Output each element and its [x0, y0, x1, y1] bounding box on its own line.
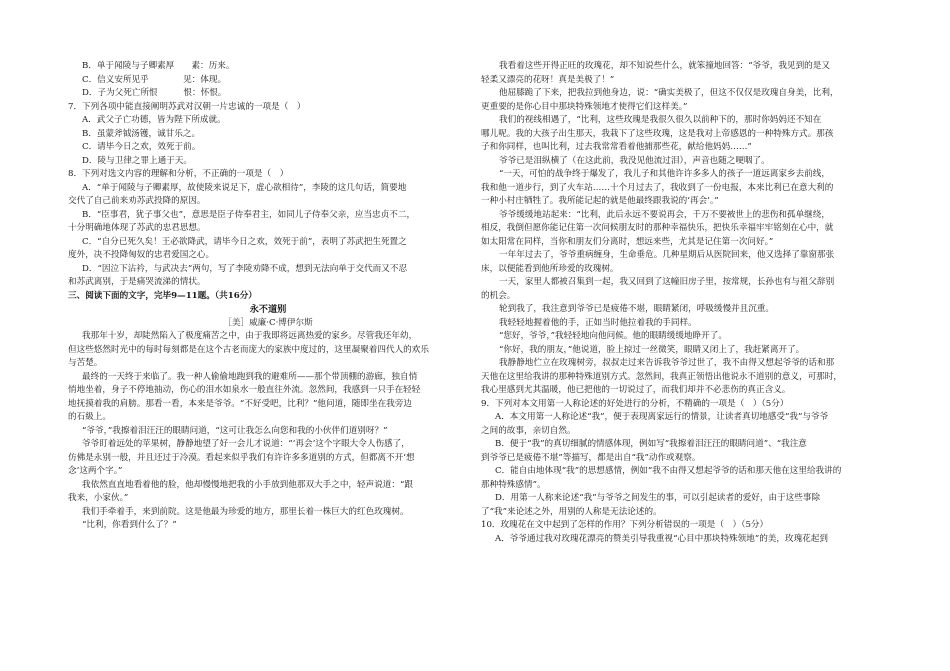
- left-text-line: ［美］威廉·C·博伊尔斯: [223, 317, 313, 328]
- right-text-line: 我和他一道步行，到了火车站……十个月过去了，我收到了一份电报，本来比利已在意大利的: [481, 182, 834, 193]
- left-text-line: “比利，你看到什么了？”: [82, 520, 177, 530]
- left-text-line: B．“臣事君，犹子事父也”，意思是臣子侍奉君主，如同儿子侍奉父亲，应当忠贞不二，: [82, 209, 416, 220]
- left-text-line: “爷爷，”我擦着泪汪汪的眼睛问道，“这可让我怎么向您和我的小伙伴们道别呀？”: [82, 425, 388, 436]
- right-text-line: 我们的视线相遇了，“比利，这些玫瑰是我很久很久以前种下的，那时你妈妈还不知在: [499, 115, 822, 125]
- left-text-line: 地抚摸着我的肩膀。那看一看，本来是爷爷。“不好受吧，比利？”他问道，随即坐在我旁边: [68, 398, 412, 409]
- left-text-line: A．武父子亡功德，皆为陛下所成就。: [82, 115, 226, 125]
- right-text-line: 我看着这些开得正旺的玫瑰花，却不知说些什么，就笨撞地回答：“爷爷，我见到的是又: [499, 61, 830, 71]
- right-text-line: A．本文用第一人称论述“我”，便于表现离家远行的情景，让读者真切地感受“我”与爷爷: [495, 412, 829, 422]
- left-text-line: D．子为父死亡所恨 恨：怀恨。: [82, 88, 227, 98]
- right-text-line: A．爷爷通过我对玫瑰花漂亮的赞美引导我重视“心目中那块特殊领地”的美，玫瑰花起到: [495, 533, 828, 544]
- left-text-line: B．单于闻陵与子卿素厚 素：历来。: [82, 61, 235, 71]
- right-text-line: 如太阳常在同样，当你和朋友们分离时，想远来些，尤其是记住第一次问好。”: [481, 236, 774, 247]
- right-text-line: 我静静地伫立在玫瑰树旁，叔叔走过来告诉我爷爷过世了，我不由得又想起爷爷的话和那: [499, 358, 835, 368]
- left-text-line: 我们手牵着手，来到前院。这是他最为珍爱的地方，那里长着一株巨大的红色玫瑰树。: [82, 506, 409, 517]
- right-text-line: 相反，我倒但愿你能记住第一次问候朋友时的那种幸福快乐，把快乐幸福牢牢铭刻在心中，就: [481, 223, 834, 233]
- right-text-line: 床，以便能看到他所珍爱的玫瑰树。: [481, 263, 619, 274]
- right-text-line: 轻柔又漂亮的花呀！真是美极了！”: [481, 74, 615, 85]
- left-text-line: 度外，决不投降匈奴的忠君爱国之心。: [68, 250, 215, 260]
- right-text-line: 一年年过去了，爷爷重病缠身，生命垂危。几种星期后从医院回来，他又选择了靠窗那张: [499, 250, 835, 260]
- right-text-line: 那种特殊感情”。: [481, 479, 546, 490]
- left-text-line: 十分明确地体现了苏武的忠君思想。: [68, 223, 206, 233]
- right-text-line: 之间的故事，亲切自然。: [481, 425, 576, 436]
- left-text-line: 最终的一天终于来临了。我一种人偷偷地跑到我的避难所——那个带顶棚的游廊，独自悄: [82, 371, 418, 382]
- right-text-line: “你好，我的朋友，”他说道，脸上掠过一丝微笑，眼睛又闭上了，我赶紧离开了。: [499, 344, 805, 355]
- left-text-line: 仿佛是永别一般，并且还过于冷漠。看起来似乎我们有许许多多道别的方式，但都离不开‘想: [68, 452, 415, 463]
- right-text-line: “您好，爷爷，”我轻轻地向他问候。他的眼睛缓缓地睁开了。: [499, 331, 727, 341]
- right-text-line: 我轻轻地握着他的手，正如当时他拉着我的手同样。: [499, 317, 697, 328]
- left-text-line: 永不道别: [249, 304, 287, 315]
- left-text-line: 8．下列对选文内容的理解和分析，不正确的一项是（ ）: [68, 169, 289, 179]
- left-text-line: 的石級上。: [68, 412, 111, 422]
- left-text-line: C．信义安所见乎 见：体现。: [82, 74, 227, 85]
- left-text-line: 7．下列各项中能直接阐明苏武对汉朝一片忠诚的一项是（ ）: [68, 101, 306, 112]
- left-text-line: 悄地坐着，身子不停地抽动，伤心的泪水如泉水一般直往外流。忽然间，我感到一只手在轻轻: [68, 385, 421, 395]
- right-text-line: B．便于“我”的真切细腻的情感体现，例如写“我擦着泪汪汪的眼睛问道”、“我注意: [495, 439, 807, 449]
- left-text-line: C．“自分已死久矣！王必欲降武，请毕今日之欢，效死于前”，表明了苏武把生死置之: [82, 236, 407, 247]
- right-text-line: 天他在这里给我讲的那种特殊道别方式。忽然间，我真正领悟出他说永不道别的意义，可那时，: [481, 371, 842, 382]
- right-text-line: C．能自由地体现“我”的思想感情，例如“我不由得又想起爷爷的话和那天他在这里给我讲的: [495, 466, 842, 476]
- right-text-line: 了“我”来论述之外，用别的人称是无法论述的。: [481, 506, 662, 517]
- left-text-line: 与苦楚。: [68, 358, 103, 368]
- left-text-line: D．“因泣下沾衿，与武决去”两句，写了李陵劝降不成，想到无法向单于交代而又不忍: [82, 263, 408, 274]
- left-text-line: B．虽蒙斧钺汤镬，诚甘乐之。: [82, 128, 201, 139]
- right-text-line: 哪儿呢。我的大孩子出生那天，我栽下了这些玫瑰，这是我对上帝感恩的一种特殊方式。那孩: [481, 128, 834, 139]
- right-column: [481, 60, 883, 546]
- right-text-line: 他屈膝跪了下来，把我拉到他身边，说：“确实美极了，但这不仅仅是玫瑰自身美，比利，: [499, 88, 839, 98]
- left-text-line: 念’这两个字。”: [68, 466, 123, 476]
- left-text-line: 爷爷盯着远处的苹果树，静静地望了好一会儿才说道：“‘再会’这个字眼大令人伤感了，: [82, 439, 410, 449]
- right-text-line: D．用第一人称来论述“我”与爷爷之间发生的事，可以引起读者的爱好，由于这些事除: [495, 493, 821, 503]
- left-text-line: 三、阅读下面的文字，完毕9—11题。（共16分）: [68, 290, 257, 301]
- left-text-line: 但这些悠然时光中的每时每刻都是在这个古老而庞大的家族中度过的，这里凝聚着四代人的欢乐: [68, 344, 429, 355]
- right-text-line: 爷爷已是泪纵横了（在这此前，我没见他流过泪），声音也随之哽咽了。: [499, 155, 770, 166]
- right-text-line: 爷爷缓缓地站起来：“比利，此后永远不要说再会，千万不要被世上的悲伤和孤单继绕，: [499, 209, 830, 220]
- right-text-line: 轮到我了，我注意到爷爷已是疲倦不堪，眼睛紧闭，呼吸缓慢并且沉重。: [499, 304, 775, 314]
- right-text-line: 10．玫瑰花在文中起到了怎样的作用？下列分析错误的一项是（ ）（5分）: [481, 520, 769, 530]
- right-text-line: 我心里感到尤其温暖，他已把他的一切说过了，而我们却并不必悲伤的真正含义。: [481, 385, 791, 395]
- left-text-line: 和苏武离别，于是痛哭流涕的情状。: [68, 277, 206, 287]
- right-text-line: 子和你同样，也叫比利，过去我常常看着他捕那些花，献给他妈妈……”: [481, 142, 752, 152]
- left-text-line: 我依然直直地看着他的脸，他却慢慢地把我的小手放到他那双大手之中，轻声说道：“跟: [82, 479, 413, 490]
- right-text-line: 的机会。: [481, 290, 516, 301]
- right-text-line: “一天，可怕的战争终于爆发了，我儿子和其他许许多多人的孩子一道远离家乡去前线，: [499, 169, 830, 179]
- left-text-line: 我那年十岁，却陡然陷入了极度痛苦之中，由于我即将远离热爱的家乡。尽管我还年幼，: [82, 331, 418, 341]
- right-text-line: 9．下列对本文用第一人称论述的好处进行的分析，不精确的一项是（ ）（5分）: [481, 398, 789, 409]
- right-text-line: 一天，家里人都被召集到一起，我又回到了这幢旧房子里，按常规，长孙也有与祖父辞别: [499, 277, 835, 287]
- left-text-line: A．“单于闻陵与子卿素厚，故使陵来说足下，虚心欲相待”，李陵的这几句话，简要地: [82, 182, 407, 193]
- left-column: [68, 60, 468, 533]
- right-text-line: 到爷爷已是疲倦不堪”等描写，都是出自“我”动作或观察。: [481, 452, 701, 463]
- left-text-line: C．请毕今日之欢，效死于前。: [82, 142, 201, 152]
- right-text-line: 更重要的是你心目中那块特殊领地才使得它们这样美。”: [481, 101, 688, 112]
- left-text-line: 我来，小家伙。”: [68, 493, 129, 503]
- left-text-line: 交代了自己前来劝苏武投降的原因。: [68, 196, 206, 206]
- left-text-line: D．陵与卫律之罪上通于天。: [82, 155, 193, 166]
- right-text-line: 一种小村庄牺牲了。我所能记起的就是他最终跟我说的‘再会’。”: [481, 196, 719, 206]
